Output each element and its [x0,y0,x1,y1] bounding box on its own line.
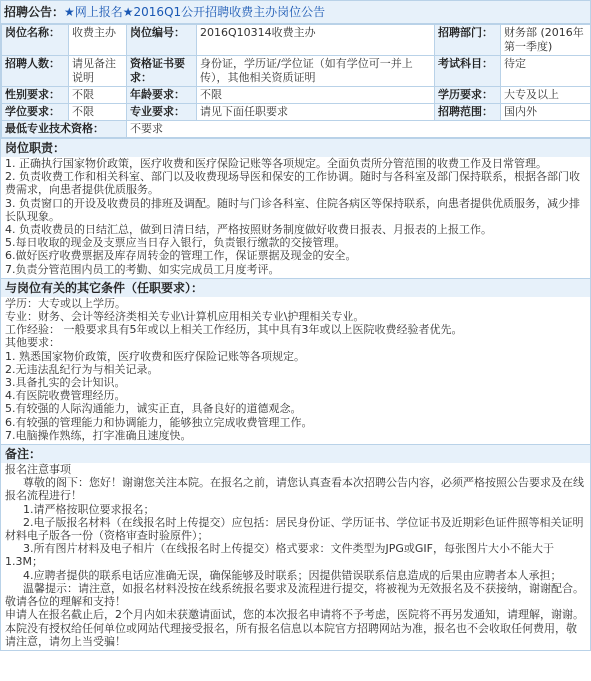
condition-line: 3.具备扎实的会计知识。 [5,376,126,390]
degree-label: 学位要求： [2,104,69,121]
posting-title: ★网上报名★2016Q1公开招聘收费主办岗位公告 [64,5,326,19]
notes-heading: 报名注意事项 [5,463,71,477]
condition-line: 其他要求： [5,336,60,350]
notes-paragraph: 4.应聘者提供的联系电话应准确无误，确保能够及时联系；因提供错误联系信息造成的后果由应聘者本人承担； [23,568,562,582]
notes-title: 备注： [1,444,590,463]
duty-item: 5.每日收取的现金及支票应当日存入银行，负责银行缴款的交接管理。 [5,236,346,250]
duties-body [1,157,590,278]
age-value: 不限 [197,87,435,104]
position-id-label: 岗位编号： [127,25,197,56]
duty-item: 6.做好医疗收费票据及库存周转金的管理工作，保证票据及现金的安全。 [5,249,357,263]
tech-qualification-label: 最低专业技术资格： [2,121,127,138]
gender-value: 不限 [69,87,127,104]
condition-line: 5.有较强的人际沟通能力，诚实正直，具备良好的道德观念。 [5,402,302,416]
education-value: 大专及以上 [501,87,591,104]
notes-paragraph: 1.请严格按职位要求报名； [23,502,155,516]
education-label: 学历要求： [435,87,501,104]
table-row [2,104,591,121]
table-row [2,87,591,104]
condition-line: 7.电脑操作熟练，打字准确且速度快。 [5,428,192,442]
table-row [2,121,591,138]
certificate-label: 资格证书要求： [127,56,197,87]
notes-body [1,463,590,650]
tech-qualification-value: 不要求 [127,121,591,138]
condition-line: 学历：大专或以上学历。 [5,296,126,310]
notes-paragraph: 2.电子版报名材料（在线报名时上传提交）应包括：居民身份证、学历证书、学位证书及近期彩色证件照等相关证明材料电子版各一份（资格审查时验原件）； [5,515,584,543]
gender-label: 性别要求： [2,87,69,104]
header-label: 招聘公告： [4,5,65,19]
scope-label: 招聘范围： [435,104,501,121]
position-id-value: 2016Q10314收费主办 [197,25,435,56]
notes-paragraph: 本院没有授权给任何单位或网站代理接受报名，所有报名信息以本院官方招聘网站为准，报名也不会收取任何费用，敬请注意，请勿上当受骗！ [5,621,577,648]
duty-item: 3. 负责窗口的开设及收费员的排班及调配。随时与门诊各科室、住院各病区等保持联系，向患者提供优质服务，减少排长队现象。 [5,196,580,223]
department-value: 财务部 (2016年第一季度) [501,25,591,56]
conditions-body [1,297,590,444]
major-label: 专业要求： [127,104,197,121]
condition-line: 工作经验： 一般要求具有5年或以上相关工作经历，其中具有3年或以上医院收费经验者优先。 [5,323,463,337]
condition-line: 1. 熟悉国家物价政策，医疗收费和医疗保险记账等各项规定。 [5,349,305,363]
condition-line: 专业：财务、会计等经济类相关专业\计算机应用相关专业\护理相关专业。 [5,310,365,324]
exam-subject-value: 待定 [501,56,591,87]
degree-value: 不限 [69,104,127,121]
position-name-label: 岗位名称： [2,25,69,56]
duty-item: 2. 负责收费工作和相关科室、部门以及收费现场导医和保安的工作协调。随时与各科室及部门保持联系，根据各部门收费需求，向患者提供优质服务。 [5,170,580,197]
condition-line: 6.有较强的管理能力和协调能力，能够独立完成收费管理工作。 [5,415,313,429]
certificate-value: 身份证，学历证/学位证（如有学位可一并上传），其他相关资质证明 [197,56,435,87]
major-value: 请见下面任职要求 [197,104,435,121]
duties-title: 岗位职责： [1,138,590,157]
headcount-value: 请见备注说明 [69,56,127,87]
notes-paragraph: 尊敬的阁下：您好！谢谢您关注本院。在报名之前，请您认真查看本次招聘公告内容，必须严格按照公告要求及在线报名流程进行！ [5,476,584,503]
notes-paragraph: 温馨提示：请注意，如报名材料没按在线系统报名要求及流程进行提交，将被视为无效报名及不获接纳，谢谢配合。敬请各位的理解和支持！ [5,581,584,609]
condition-line: 4.有医院收费管理经历。 [5,389,126,403]
headcount-label: 招聘人数： [2,56,69,87]
age-label: 年龄要求： [127,87,197,104]
condition-line: 2.无违法乱纪行为与相关记录。 [5,362,159,376]
job-info-table [1,24,591,138]
posting-header [1,1,590,24]
conditions-title: 与岗位有关的其它条件（任职要求）： [1,278,590,297]
department-label: 招聘部门： [435,25,501,56]
table-row [2,25,591,56]
notes-paragraph: 3.所有图片材料及电子相片（在线报名时上传提交）格式要求：文件类型为JPG或GIF，每张图片大小不能大于1.3M； [5,542,554,569]
notes-paragraph: 申请人在报名截止后，2个月内如未获邀请面试，您的本次报名申请将不予考虑，医院将不再另发通知，请理解，谢谢。 [5,608,584,622]
scope-value: 国内外 [501,104,591,121]
table-row [2,56,591,87]
position-name-value: 收费主办 [69,25,127,56]
duty-item: 7.负责分管范围内员工的考勤、如实完成员工月度考评。 [5,262,280,276]
exam-subject-label: 考试科目： [435,56,501,87]
duty-item: 1. 正确执行国家物价政策，医疗收费和医疗保险记账等各项规定。全面负责所分管范围的收费工作及日常管理。 [5,157,547,170]
duty-item: 4. 负责收费员的日结汇总，做到日清日结，严格按照财务制度做好收费日报表、月报表的上报工作。 [5,223,492,237]
